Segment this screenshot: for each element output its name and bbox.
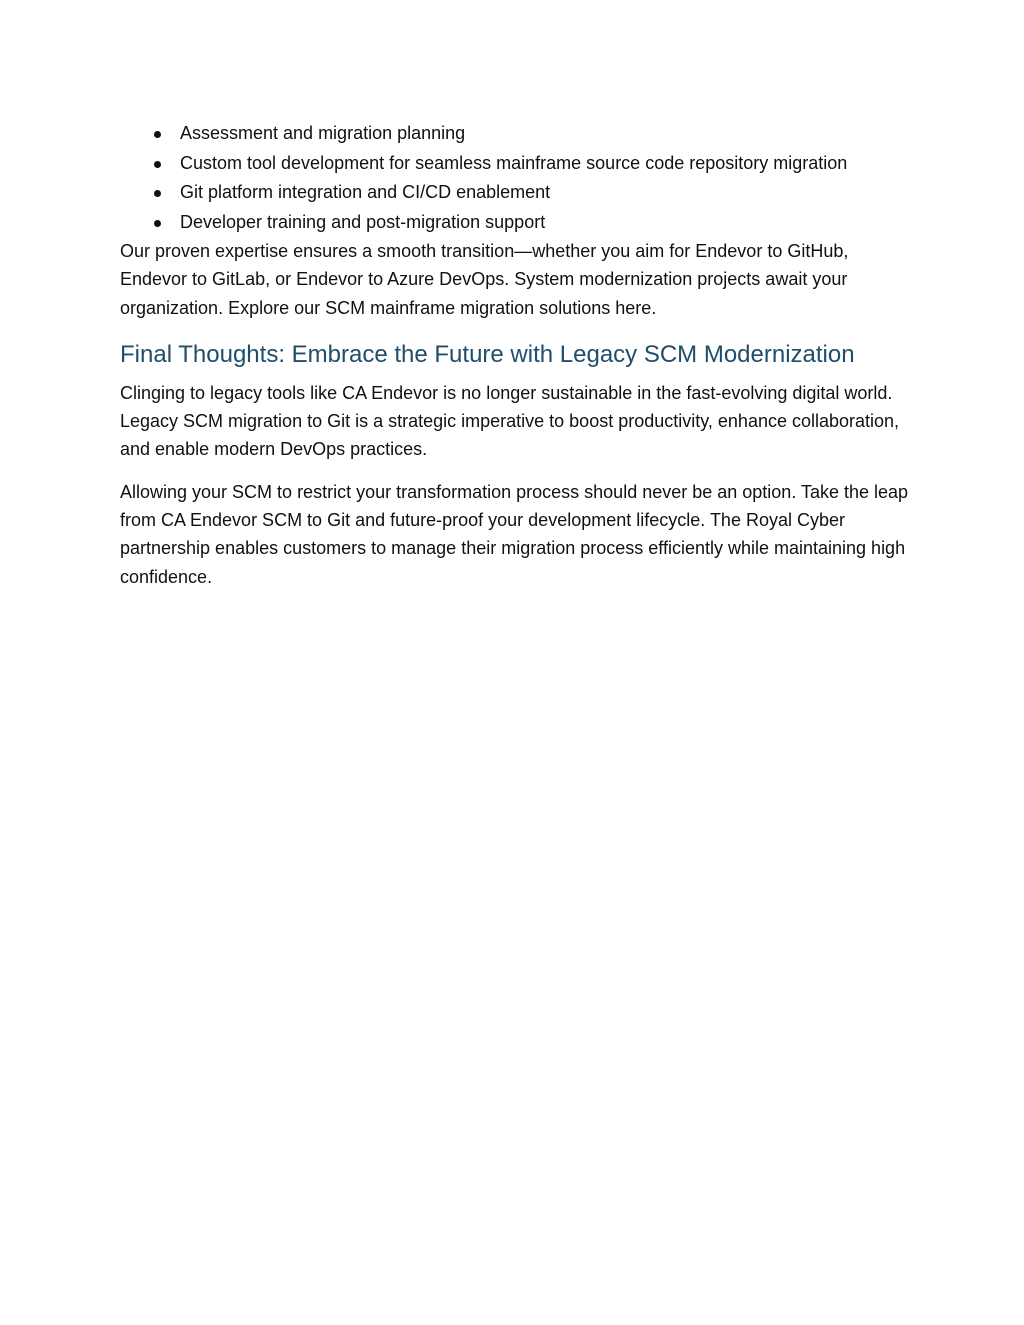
bullet-item [120,149,910,178]
bullet-icon [154,131,161,138]
bullet-item [120,208,910,237]
services-bullet-list [120,119,910,236]
page-content [120,119,910,591]
bullet-icon [154,220,161,227]
bullet-text: Git platform integration and CI/CD enablement [180,182,551,202]
bullet-icon [154,161,161,168]
bullet-item [120,119,910,148]
bullet-text: Assessment and migration planning [180,123,466,143]
body-paragraph: Allowing your SCM to restrict your transformation process should never be an option. Take the leap from CA Endevor SCM to Git and future-proof your development lifecycle. The Royal Cyber partnership enables customers to manage their migration process efficiently while maintaining high confidence. [120,481,909,587]
body-paragraph: Clinging to legacy tools like CA Endevor is no longer sustainable in the fast-evolving digital world. Legacy SCM migration to Git is a strategic imperative to boost productivity, enhance collaboration, and enable modern DevOps practices. [120,382,900,460]
bullet-text: Custom tool development for seamless mainframe source code repository migration [180,152,848,173]
intro-paragraph: Our proven expertise ensures a smooth transition—whether you aim for Endevor to GitHub, Endevor to GitLab, or Endevor to Azure DevOps. System modernization projects await your organization. Explore our SCM mainframe migration solutions here. [120,241,849,318]
bullet-text: Developer training and post-migration support [180,211,546,232]
bullet-item [120,178,910,207]
bullet-icon [154,190,161,197]
section-heading: Final Thoughts: Embrace the Future with Legacy SCM Modernization [120,340,855,368]
